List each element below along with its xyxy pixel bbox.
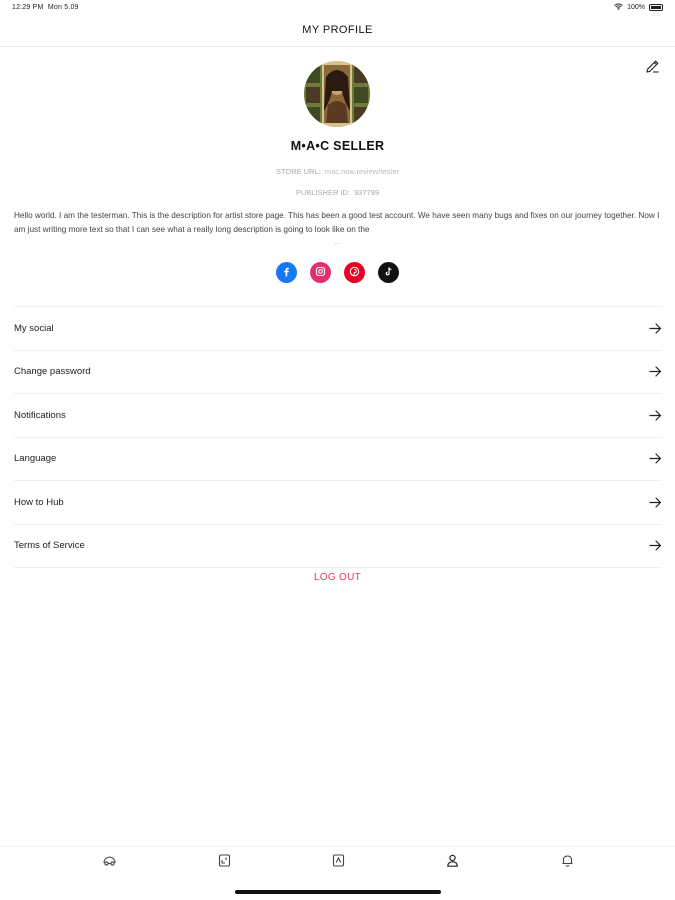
status-time-date	[12, 4, 79, 11]
tab-home[interactable]	[100, 854, 118, 872]
settings-menu	[14, 306, 662, 568]
arrow-right-icon	[648, 321, 662, 335]
store-url-row	[0, 167, 675, 176]
bell-icon	[560, 853, 575, 873]
menu-item-my-social[interactable]	[14, 307, 662, 351]
tab-orders[interactable]	[215, 854, 233, 872]
arrow-right-icon	[648, 408, 662, 422]
menu-item-label: Terms of Service	[14, 540, 85, 552]
sneaker-icon	[102, 853, 117, 873]
status-date: Mon 5.09	[47, 4, 79, 11]
publisher-id-row	[0, 188, 675, 197]
menu-item-terms-of-service[interactable]	[14, 525, 662, 569]
social-links	[276, 262, 399, 283]
facebook-icon	[281, 264, 292, 282]
store-url-link[interactable]: mac.now.review/tester	[324, 167, 400, 176]
publisher-id-label: PUBLISHER ID:	[295, 188, 351, 197]
logout-button[interactable]: LOG OUT	[313, 572, 362, 583]
tab-notifications[interactable]	[558, 854, 576, 872]
store-icon	[331, 853, 346, 873]
description-more[interactable]: ...	[334, 237, 341, 246]
arrow-right-icon	[648, 539, 662, 553]
page-title: MY PROFILE	[302, 24, 373, 36]
arrow-right-icon	[648, 452, 662, 466]
menu-item-how-to-hub[interactable]	[14, 481, 662, 525]
arrow-right-icon	[648, 365, 662, 379]
menu-item-label: How to Hub	[14, 496, 64, 508]
menu-item-notifications[interactable]	[14, 394, 662, 438]
store-description: Hello world. I am the testerman. This is the description for artist store page. This has been a good test account. We have seen many bugs and fixes on our journey together. Now I am just writing more text so that I can see what a really long description is going to look like on the	[14, 211, 660, 234]
store-name: M•A•C SELLER	[290, 139, 385, 153]
profile-icon	[445, 853, 460, 873]
tab-profile[interactable]	[443, 854, 461, 872]
battery-icon	[649, 4, 663, 11]
instagram-icon	[315, 264, 326, 282]
header-divider	[0, 46, 675, 47]
pinterest-link[interactable]	[344, 262, 365, 283]
menu-item-label: My social	[14, 322, 54, 334]
status-time: 12:29 PM	[12, 4, 44, 11]
publisher-id-value: 937799	[354, 188, 380, 197]
menu-item-change-password[interactable]	[14, 351, 662, 395]
wifi-icon	[614, 3, 623, 12]
tiktok-icon	[383, 264, 394, 282]
store-url-label: STORE URL:	[275, 167, 321, 176]
menu-item-label: Notifications	[14, 409, 66, 421]
bottom-tab-bar	[0, 846, 675, 880]
pencil-icon	[645, 59, 660, 79]
battery-percent: 100%	[627, 4, 645, 11]
avatar[interactable]	[304, 61, 370, 127]
tab-store[interactable]	[329, 854, 347, 872]
facebook-link[interactable]	[276, 262, 297, 283]
pinterest-icon	[349, 264, 360, 282]
instagram-link[interactable]	[310, 262, 331, 283]
menu-item-label: Language	[14, 453, 57, 465]
tiktok-link[interactable]	[378, 262, 399, 283]
menu-item-label: Change password	[14, 366, 91, 378]
home-indicator	[235, 890, 441, 894]
edit-profile-button[interactable]	[643, 60, 661, 78]
status-indicators	[614, 3, 663, 12]
menu-item-language[interactable]	[14, 438, 662, 482]
avatar-image	[304, 61, 370, 127]
status-bar	[0, 0, 675, 18]
orders-icon	[217, 853, 232, 873]
arrow-right-icon	[648, 495, 662, 509]
